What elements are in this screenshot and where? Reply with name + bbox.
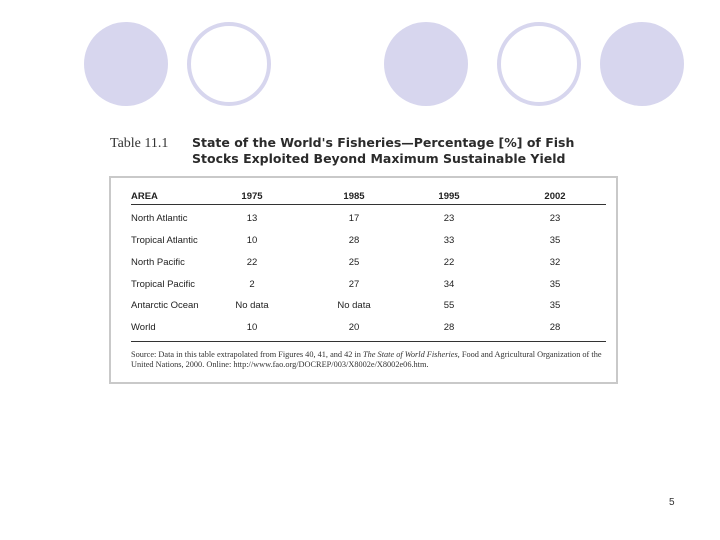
table-title-line1: State of the World's Fisheries—Percentage [%] of Fish [192, 135, 575, 150]
row-area-label: Antarctic Ocean [131, 300, 199, 311]
column-header-2002: 2002 [544, 191, 566, 202]
table-cell: 33 [443, 235, 455, 246]
column-header-area: AREA [131, 191, 158, 202]
table-cell: 28 [443, 322, 455, 333]
table-cell: No data [235, 300, 269, 311]
table-cell: 23 [549, 213, 561, 224]
table-cell: 20 [348, 322, 360, 333]
table-cell: 34 [443, 279, 455, 290]
table-title-line2: Stocks Exploited Beyond Maximum Sustainable Yield [192, 151, 566, 166]
table-cell: 25 [348, 257, 360, 268]
table-cell: 35 [549, 300, 561, 311]
source-note [131, 350, 606, 370]
table-cell: 35 [549, 279, 561, 290]
table-cell: 32 [549, 257, 561, 268]
row-area-label: Tropical Pacific [131, 279, 196, 290]
table-cell: No data [337, 300, 371, 311]
table-cell: 10 [246, 235, 258, 246]
table-cell: 35 [549, 235, 561, 246]
row-area-label: World [131, 322, 156, 333]
table-number: Table 11.1 [110, 136, 169, 151]
column-header-1995: 1995 [438, 191, 460, 202]
data-table [109, 176, 618, 384]
source-note-text: Source: Data in this table extrapolated from Figures 40, 41, and 42 in [131, 350, 364, 359]
table-cell: 17 [348, 213, 360, 224]
decor-circle-1 [84, 22, 168, 106]
row-area-label: North Atlantic [131, 213, 188, 224]
table-cell: 28 [549, 322, 561, 333]
table-cell: 22 [443, 257, 455, 268]
table-cell: 55 [443, 300, 455, 311]
table-cell: 23 [443, 213, 455, 224]
table-title [192, 135, 592, 167]
table-heading [110, 133, 590, 173]
footer-rule [131, 341, 606, 342]
source-note-title: The State of World Fisheries, [363, 350, 460, 359]
table-cell: 2 [249, 279, 255, 290]
row-area-label: North Pacific [131, 257, 185, 268]
source-note-text-end: Food and Agricultural Organization of the United Nations, 2000. Online: http://www.fao.org/DOCREP/003/X8002e/X8002e06.htm. [131, 350, 602, 369]
header-rule [131, 204, 606, 205]
table-cell: 10 [246, 322, 258, 333]
decor-circle-3 [384, 22, 468, 106]
decor-circle-4 [497, 22, 581, 106]
table-cell: 13 [246, 213, 258, 224]
row-area-label: Tropical Atlantic [131, 235, 198, 246]
column-header-1975: 1975 [241, 191, 263, 202]
decor-circle-5 [600, 22, 684, 106]
table-cell: 22 [246, 257, 258, 268]
table-cell: 28 [348, 235, 360, 246]
column-header-1985: 1985 [343, 191, 365, 202]
page-number: 5 [669, 497, 675, 508]
decor-circle-2 [187, 22, 271, 106]
table-cell: 27 [348, 279, 360, 290]
